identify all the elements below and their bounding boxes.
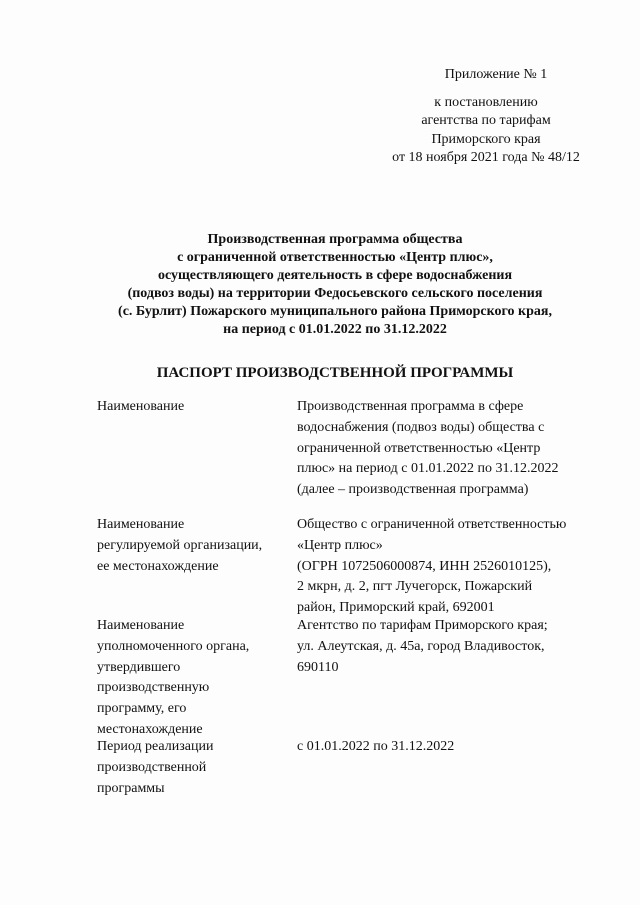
title-line: с ограниченной ответственностью «Центр плюс», <box>177 250 493 265</box>
row-value <box>297 515 597 619</box>
row-label <box>97 515 287 577</box>
label-line: местонахождение <box>97 721 203 737</box>
value-line: с 01.01.2022 по 31.12.2022 <box>297 739 455 754</box>
label-line: уполномоченного органа, <box>97 638 250 654</box>
passport-heading: ПАСПОРТ ПРОИЗВОДСТВЕННОЙ ПРОГРАММЫ <box>156 365 514 381</box>
label-line: производственной <box>97 759 207 775</box>
row-value <box>297 397 597 501</box>
row-value <box>297 737 597 758</box>
title-line: Производственная программа общества <box>207 232 463 247</box>
value-line: ул. Алеутская, д. 45а, город Владивосток, <box>297 638 545 654</box>
row-label <box>97 737 287 799</box>
row-label <box>97 616 287 741</box>
title-line: на период с 01.01.2022 по 31.12.2022 <box>223 322 447 337</box>
row-label <box>97 397 287 418</box>
document-title <box>60 231 610 339</box>
appendix-line: к постановлению <box>434 94 538 110</box>
value-line: ограниченной ответственностью «Центр <box>297 440 541 456</box>
value-line: Агентство по тарифам Приморского края; <box>297 618 548 633</box>
label-line: Наименование <box>97 517 185 532</box>
value-line: (ОГРН 1072506000874, ИНН 2526010125), <box>297 558 552 574</box>
appendix-line: агентства по тарифам <box>421 113 551 128</box>
title-line: осуществляющего деятельность в сфере водоснабжения <box>157 268 513 283</box>
value-line: (далее – производственная программа) <box>297 482 529 498</box>
appendix-number: Приложение № 1 <box>444 67 548 82</box>
appendix-line: от 18 ноября 2021 года № 48/12 <box>392 150 580 165</box>
value-line: район, Приморский край, 692001 <box>297 600 495 616</box>
label-line: регулируемой организации, <box>97 537 263 553</box>
label-line: Наименование <box>97 399 185 414</box>
value-line: Общество с ограниченной ответственностью <box>297 517 567 532</box>
label-line: производственную <box>97 680 210 696</box>
value-line: 2 мкрн, д. 2, пгт Лучегорск, Пожарский <box>297 579 533 595</box>
label-line: программы <box>97 780 165 796</box>
value-line: 690110 <box>297 659 339 675</box>
value-line: Производственная программа в сфере <box>297 399 524 414</box>
value-line: «Центр плюс» <box>297 537 383 553</box>
title-line: (подвоз воды) на территории Федосьевского сельского поселения <box>127 286 543 301</box>
label-line: ее местонахождение <box>97 558 219 574</box>
label-line: Период реализации <box>97 739 214 754</box>
appendix-line: Приморского края <box>431 131 541 147</box>
value-line: плюс» на период с 01.01.2022 по 31.12.2022 <box>297 461 559 477</box>
row-value <box>297 616 597 678</box>
label-line: программу, его <box>97 701 187 717</box>
appendix-block <box>380 66 592 168</box>
title-line: (с. Бурлит) Пожарского муниципального района Приморского края, <box>118 304 552 319</box>
label-line: утвердившего <box>97 659 181 675</box>
value-line: водоснабжения (подвоз воды) общества с <box>297 419 545 435</box>
label-line: Наименование <box>97 618 185 633</box>
